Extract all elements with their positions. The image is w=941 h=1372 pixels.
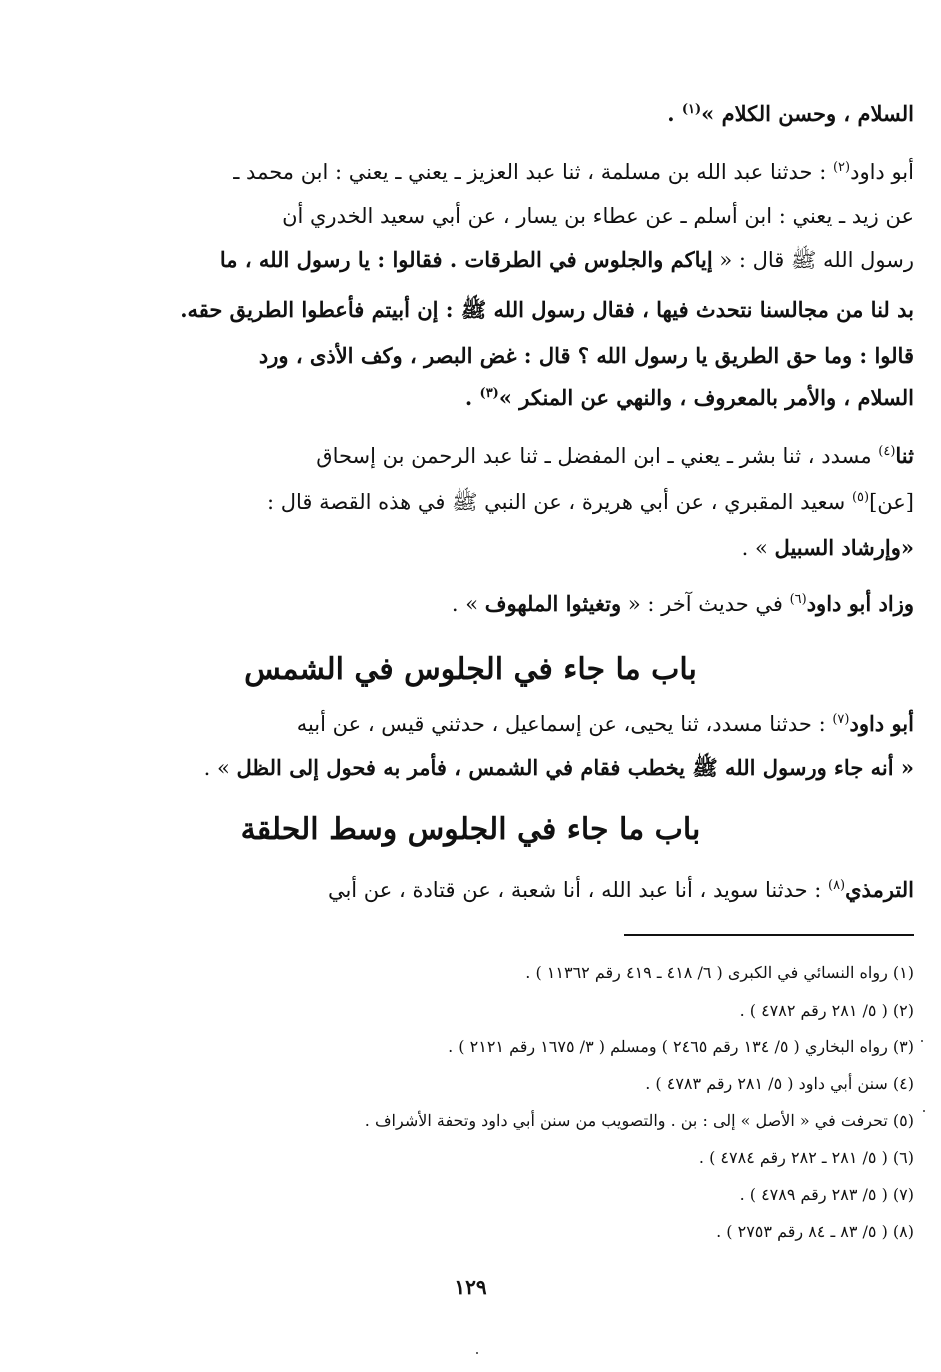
footnote-ref: (٢): [832, 160, 851, 175]
chapter-heading-sun: باب ما جاء في الجلوس في الشمس: [244, 652, 697, 687]
text-line-9: [22, 482, 914, 522]
footnote-5: (٥) تحرفت في « الأصل » إلى : بن . والتصويب من سنن أبي داود وتحفة الأشراف .: [364, 1111, 914, 1130]
text-line-3: [22, 196, 914, 236]
hadith-text: « أنه جاء ورسول الله ﷺ يخطب فقام في الشمس ، فأمر به فحول إلى الظل: [236, 755, 914, 780]
text-line-14: [22, 870, 914, 910]
text-span: .: [667, 101, 682, 126]
text-span: » .: [451, 592, 485, 616]
footnote-separator: [624, 934, 914, 936]
footnote-ref: (٨): [827, 878, 846, 893]
text-line-5: [22, 290, 914, 330]
footnote-6: (٦) ( ٥/ ٢٨١ ـ ٢٨٢ رقم ٤٧٨٤ ) .: [698, 1148, 914, 1167]
text-span: سعيد المقبري ، عن أبي هريرة ، عن النبي ﷺ في هذه القصة قال :: [266, 490, 852, 514]
text-line-1: [22, 94, 914, 134]
source-name: الترمذي: [845, 877, 914, 902]
footnote-8: (٨) ( ٥/ ٨٣ ـ ٨٤ رقم ٢٧٥٣ ) .: [716, 1222, 914, 1241]
text-span: .: [464, 385, 480, 410]
footnote-7: (٧) ( ٥/ ٢٨٣ رقم ٤٧٨٩ ) .: [739, 1185, 914, 1204]
text-span: : حدثنا عبد الله بن مسلمة ، ثنا عبد العزيز ـ يعني ـ يعني : ابن محمد ـ: [233, 160, 833, 184]
footnote-ref: (٤): [878, 444, 896, 459]
hadith-text: قالوا : وما حق الطريق يا رسول الله ؟ قال : غض البصر ، وكف الأذى ، ورد: [258, 343, 914, 368]
text-line-13: [22, 748, 914, 788]
hadith-text: إياكم والجلوس في الطرقات . فقالوا : يا رسول الله ، ما: [219, 247, 713, 272]
text-span: مسدد ، ثنا بشر ـ يعني ـ ابن المفضل ـ ثنا عبد الرحمن بن إسحاق: [316, 444, 879, 468]
footnote-2: (٢) ( ٥/ ٢٨١ رقم ٤٧٨٢ ) .: [739, 1001, 914, 1020]
text-span: رسول الله ﷺ قال : «: [712, 248, 914, 272]
text-line-8: [22, 436, 914, 476]
hadith-text: «وإرشاد السبيل: [774, 535, 914, 560]
text-line-6: [22, 336, 914, 376]
hadith-text: السلام ، والأمر بالمعروف ، والنهي عن المنكر »: [498, 385, 914, 410]
footnote-ref: (٦): [789, 592, 807, 607]
footnote-ref: (٥): [851, 490, 870, 505]
text-span: السلام ، وحسن الكلام »: [701, 101, 914, 126]
footnote-4: (٤) سنن أبي داود ( ٥/ ٢٨١ رقم ٤٧٨٣ ) .: [645, 1074, 914, 1093]
text-span: [عن]: [869, 490, 914, 514]
footnote-3: (٣) رواه البخاري ( ٥/ ١٣٤ رقم ٢٤٦٥ ) ومسلم ( ٣/ ١٦٧٥ رقم ٢١٢١ ) .: [448, 1037, 914, 1056]
text-span: » .: [741, 536, 775, 560]
text-span: » .: [203, 756, 237, 780]
text-line-12: [22, 704, 914, 744]
footnote-1: (١) رواه النسائي في الكبرى ( ٦/ ٤١٨ ـ ٤١٩ رقم ١١٣٦٢ ) .: [525, 963, 914, 982]
source-name: أبو داود: [850, 160, 914, 184]
footnote-ref: (٧): [832, 712, 850, 727]
hadith-text: وتغيثوا الملهوف: [484, 591, 622, 616]
scan-speck: [921, 1040, 923, 1042]
hadith-text: بد لنا من مجالسنا نتحدث فيها ، فقال رسول الله ﷺ : إن أبيتم فأعطوا الطريق حقه.: [180, 297, 914, 322]
footnote-ref: (٣): [479, 386, 499, 401]
chapter-heading-circle: باب ما جاء في الجلوس وسط الحلقة: [240, 812, 701, 847]
text-line-4: [22, 240, 914, 280]
page-number: ١٢٩: [454, 1275, 487, 1299]
text-line-11: [22, 584, 914, 624]
scan-speck: [923, 1110, 925, 1112]
source-name: ثنا: [895, 443, 914, 468]
text-line-10: [22, 528, 914, 568]
source-name: أبو داود: [849, 711, 914, 736]
text-span: عن زيد ـ يعني : ابن أسلم ـ عن عطاء بن يسار ، عن أبي سعيد الخدري أن: [282, 204, 914, 228]
text-line-2: [22, 152, 914, 192]
text-line-7: [22, 378, 914, 418]
text-span: : حدثنا مسدد، ثنا يحيى، عن إسماعيل ، حدثني قيس ، عن أبيه: [296, 712, 833, 736]
scan-speck: [476, 1352, 478, 1354]
text-span: : حدثنا سويد ، أنا عبد الله ، أنا شعبة ، عن قتادة ، عن أبي: [327, 878, 828, 902]
footnote-ref: (١): [681, 102, 702, 117]
text-span: في حديث آخر : «: [621, 592, 790, 616]
source-name: وزاد أبو داود: [806, 591, 914, 616]
